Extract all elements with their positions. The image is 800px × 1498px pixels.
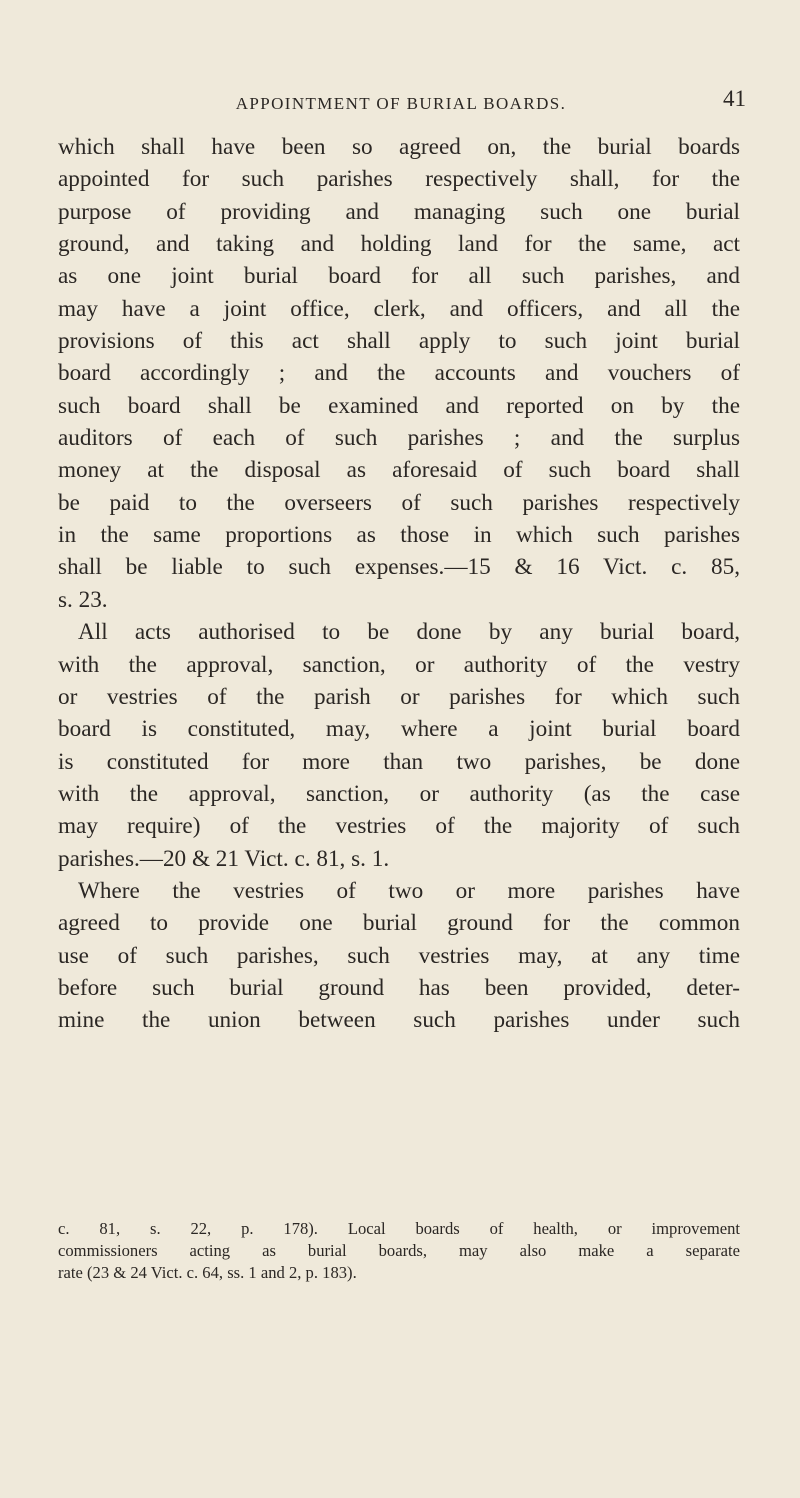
page-number: 41: [723, 86, 746, 111]
text-line: may have a joint office, clerk, and officers, and all the: [58, 295, 740, 322]
text-line: shall be liable to such expenses.—15 & 16 Vict. c. 85,: [58, 554, 740, 581]
text-line: purpose of providing and managing such one burial: [58, 198, 740, 225]
text-line: provisions of this act shall apply to such joint burial: [58, 328, 740, 355]
text-line: with the approval, sanction, or authority of the vestry: [58, 651, 740, 678]
text-line: parishes.—20 & 21 Vict. c. 81, s. 1.: [58, 845, 390, 872]
text-line: board accordingly ; and the accounts and vouchers of: [58, 360, 740, 387]
text-line: be paid to the overseers of such parishes respectively: [58, 489, 740, 516]
footnote-line: commissioners acting as burial boards, may also make a separate: [58, 1241, 740, 1260]
text-line: such board shall be examined and reported on by the: [58, 392, 740, 419]
footnote: [58, 1218, 740, 1284]
text-line: or vestries of the parish or parishes for which such: [58, 683, 740, 710]
running-title: APPOINTMENT OF BURIAL BOARDS.: [235, 94, 567, 113]
text-line: auditors of each of such parishes ; and the surplus: [58, 425, 740, 452]
text-line: which shall have been so agreed on, the burial boards: [58, 134, 740, 160]
paragraph-start-line: Where the vestries of two or more parishes have: [78, 877, 740, 904]
running-head: [56, 86, 746, 118]
text-line: money at the disposal as aforesaid of such board shall: [58, 457, 740, 484]
text-line: ground, and taking and holding land for the same, act: [58, 231, 740, 258]
paragraph-start-line: All acts authorised to be done by any burial board,: [78, 619, 740, 646]
text-line: s. 23.: [58, 586, 108, 613]
text-line: board is constituted, may, where a joint burial board: [58, 716, 740, 743]
text-line: is constituted for more than two parishes, be done: [58, 748, 740, 775]
text-line: may require) of the vestries of the majority of such: [58, 813, 740, 840]
text-line: agreed to provide one burial ground for the common: [58, 910, 740, 937]
text-line: before such burial ground has been provided, deter-: [58, 974, 740, 1001]
footnote-line: c. 81, s. 22, p. 178). Local boards of health, or improvement: [58, 1219, 740, 1238]
text-line: as one joint burial board for all such parishes, and: [58, 263, 740, 290]
text-line: appointed for such parishes respectively shall, for the: [58, 166, 740, 193]
text-line: mine the union between such parishes under such: [58, 1007, 740, 1034]
text-line: use of such parishes, such vestries may, at any time: [58, 942, 740, 969]
text-line: with the approval, sanction, or authority (as the case: [58, 780, 740, 807]
body-text: [58, 131, 740, 1037]
text-line: in the same proportions as those in which such parishes: [58, 522, 740, 549]
footnote-line: rate (23 & 24 Vict. c. 64, ss. 1 and 2, p. 183).: [58, 1263, 357, 1282]
